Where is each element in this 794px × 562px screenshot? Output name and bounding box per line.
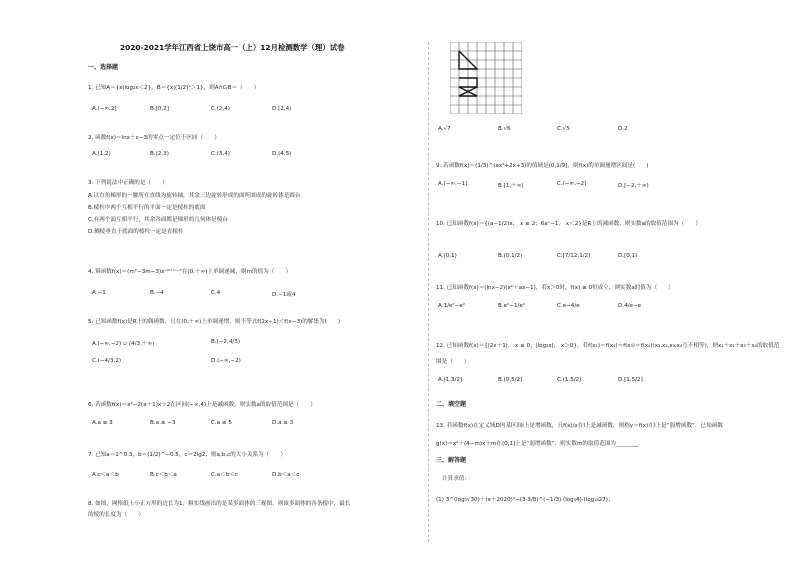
q5-option-b: B.(−2,4/3) [211,339,241,345]
q11-option-c: C.e−4/e [557,303,580,309]
question-12-continued: 围是（ ） [436,359,470,365]
q6-option-d: D.a ≥ 3 [272,420,294,426]
q2-option-d: D.(4,5) [272,151,292,157]
section-solve-heading: 三、解答题 [436,457,467,464]
question-5: 5. 已知函数f(x)是R上的偶函数，且在(0,＋∞)上单调递增，则不等式f(2x−1)＜f(x−3)的解集为( ) [88,319,341,325]
q10-option-b: B.(0,1/2) [498,253,523,259]
section-choice-heading: 一、选择题 [88,64,119,71]
section-fill-heading: 二、填空题 [436,401,467,408]
question-1: 1. 已知A＝{x|log₂x＜2}，B＝{x|(1/2)ˣ＞1}，则A∩∁ᵣB＝（ ） [88,85,260,91]
solve-intro: 计算求值： [442,476,470,482]
question-7: 7. 已知a＝2^0.3，b＝(1/2)^−0.5，c＝2lg2，则a,b,c的大小关系为（ ） [88,452,287,458]
q2-option-a: A.(1,2) [92,151,111,157]
q8-option-b: B.√6 [498,126,511,132]
q1-option-b: B.[0,2] [150,106,169,112]
q7-option-c: C.a＜b＜c [211,472,238,478]
page-title: 2020-2021学年江西省上饶市高一（上）12月检测数学（理）试卷 [120,43,345,52]
q8-option-d: D.2 [618,126,628,132]
question-12: 12. 已知函数f(x)＝{|2x＋1|, x ≤ 0；|log₂x|, x＞0}，若f(x₁)＝f(x₂)＝f(x₃)＝f(x₄)(x₁,x₂,x₃,x₄互不相等)，则x₁＋x₂＋x₃＋x₄的取值范 [436,343,780,349]
q1-option-d: D.[2,4) [272,106,292,112]
q5-option-c: C.(−4/3,2) [92,358,122,364]
q4-option-d: D.−1或4 [272,292,296,298]
q4-option-c: C.4 [211,290,221,296]
q4-option-b: B.−4 [150,290,164,296]
q10-option-d: D.[0,1) [618,253,638,259]
q2-option-b: B.(2,3) [150,151,169,157]
q1-option-a: A.(−∞,2] [92,106,117,112]
question-2: 2. 函数f(x)＝lnx＋x−3的零点一定位于区间（ ） [88,135,220,141]
question-13-continued: g(x)＝x²＋(4−m)x＋m在(0,1]上是“弱增函数”，则实数m的取值范围为________. [436,441,641,447]
q3-statement-d: D.侧棱垂直于底面的棱柱一定是直棱柱 [88,229,184,235]
q12-option-d: D.[1,5/2] [618,377,643,383]
q2-option-c: C.(3,4) [211,151,230,157]
q8-option-a: A.√7 [438,126,451,132]
question-3: 3. 下列说法中正确的是（ ） [88,180,168,186]
q11-option-a: A.1/e²−e² [438,303,466,309]
q12-option-b: B.(0,5/2] [498,377,523,383]
q7-option-d: D.b＜a＜c [272,472,300,478]
q10-option-c: C.[7/12,1/2) [557,253,591,259]
q6-option-b: B.a ≥ −3 [150,420,176,426]
q5-option-d: D.(−∞,−2) [211,358,241,364]
q3-statement-a: A.以直角梯形的一腰所在直线为旋转轴，其余三边旋转形成的面所围成的旋转体是圆台 [88,193,301,199]
three-view-grid-figure [450,42,522,114]
q4-option-a: A.−1 [92,290,106,296]
question-4: 4. 幂函数f(x)＝(m²−3m−3)xᵐ²⁺ᵐ⁻²在(0,＋∞)上单调递减，则m的值为（ ） [88,269,292,275]
q9-option-c: C.(−∞,−2] [557,181,587,187]
q7-option-a: A.c＜a＜b [92,472,119,478]
question-17-expression: (1) 3^(log₃√30)＋(x＋2020)⁰−(3·3/8)^(−1/3)·(log₃4)·(log₁₆27)； [436,497,614,503]
q10-option-a: A.(0,1) [438,253,457,259]
q9-option-d: D.[−2,＋∞) [618,183,649,189]
q5-option-a: A.(−∞,−2) ∪ (4/3,＋∞) [92,341,155,347]
q9-option-a: A.(−∞,−1] [438,181,468,187]
q3-statement-c: C.有两个面互相平行，其余各面都是梯形的几何体是棱台 [88,217,228,223]
question-10: 10. 已知函数f(x)＝{(a−1/2)x, x ≥ 2；6aˣ−1, x＜2}是R上的减函数，则实数a的取值范围为（ ） [436,221,702,227]
q11-option-d: D.4/e−e [618,303,642,309]
question-8: 8. 如图，网格纸上小正方形的边长为1，粗实线画出的是某多面体的三视图，则该多面体的各条棱中，最长 [88,501,351,507]
column-divider [428,42,430,542]
q12-option-c: C.(1,5/2) [557,377,582,383]
q1-option-c: C.(2,4) [211,106,230,112]
q12-option-a: A.(1,3/2] [438,377,463,383]
q11-option-b: B.e²−1/e² [498,303,526,309]
question-13: 13. 若函数f(x)在定义域D内某区间I上是增函数，且f(x)/x在I上是减函数，则称y＝f(x)在I上是“弱增函数”．已知函数 [436,423,723,429]
question-11: 11. 已知函数f(x)＝(lnx−2)(x²＋ax−1)，若x＞0时，f(x) ≥ 0恒成立，则实数a的值为（ ） [436,285,674,291]
q3-statement-b: B.棱柱中两个互相平行的平面一定是棱柱的底面 [88,205,206,211]
question-9: 9. 若函数f(x)＝(1/3)^(ax²+2x+3)的值域是(0,1/9]，则f(x)的单调递增区间是( ) [436,163,649,169]
q9-option-b: B.[1,＋∞) [498,183,524,189]
q7-option-b: B.c＜b＜a [150,472,177,478]
q6-option-a: A.a ≤ 3 [92,420,113,426]
q6-option-c: C.a ≤ 5 [211,420,232,426]
q8-option-c: C.√5 [557,126,570,132]
question-8-continued: 的棱的长度为（ ） [88,512,144,518]
question-6: 6. 若函数f(x)＝x²−2(a＋1)x＋2在区间(−∞,4)上是减函数，则实数a的取值范围是（ ） [88,402,316,408]
